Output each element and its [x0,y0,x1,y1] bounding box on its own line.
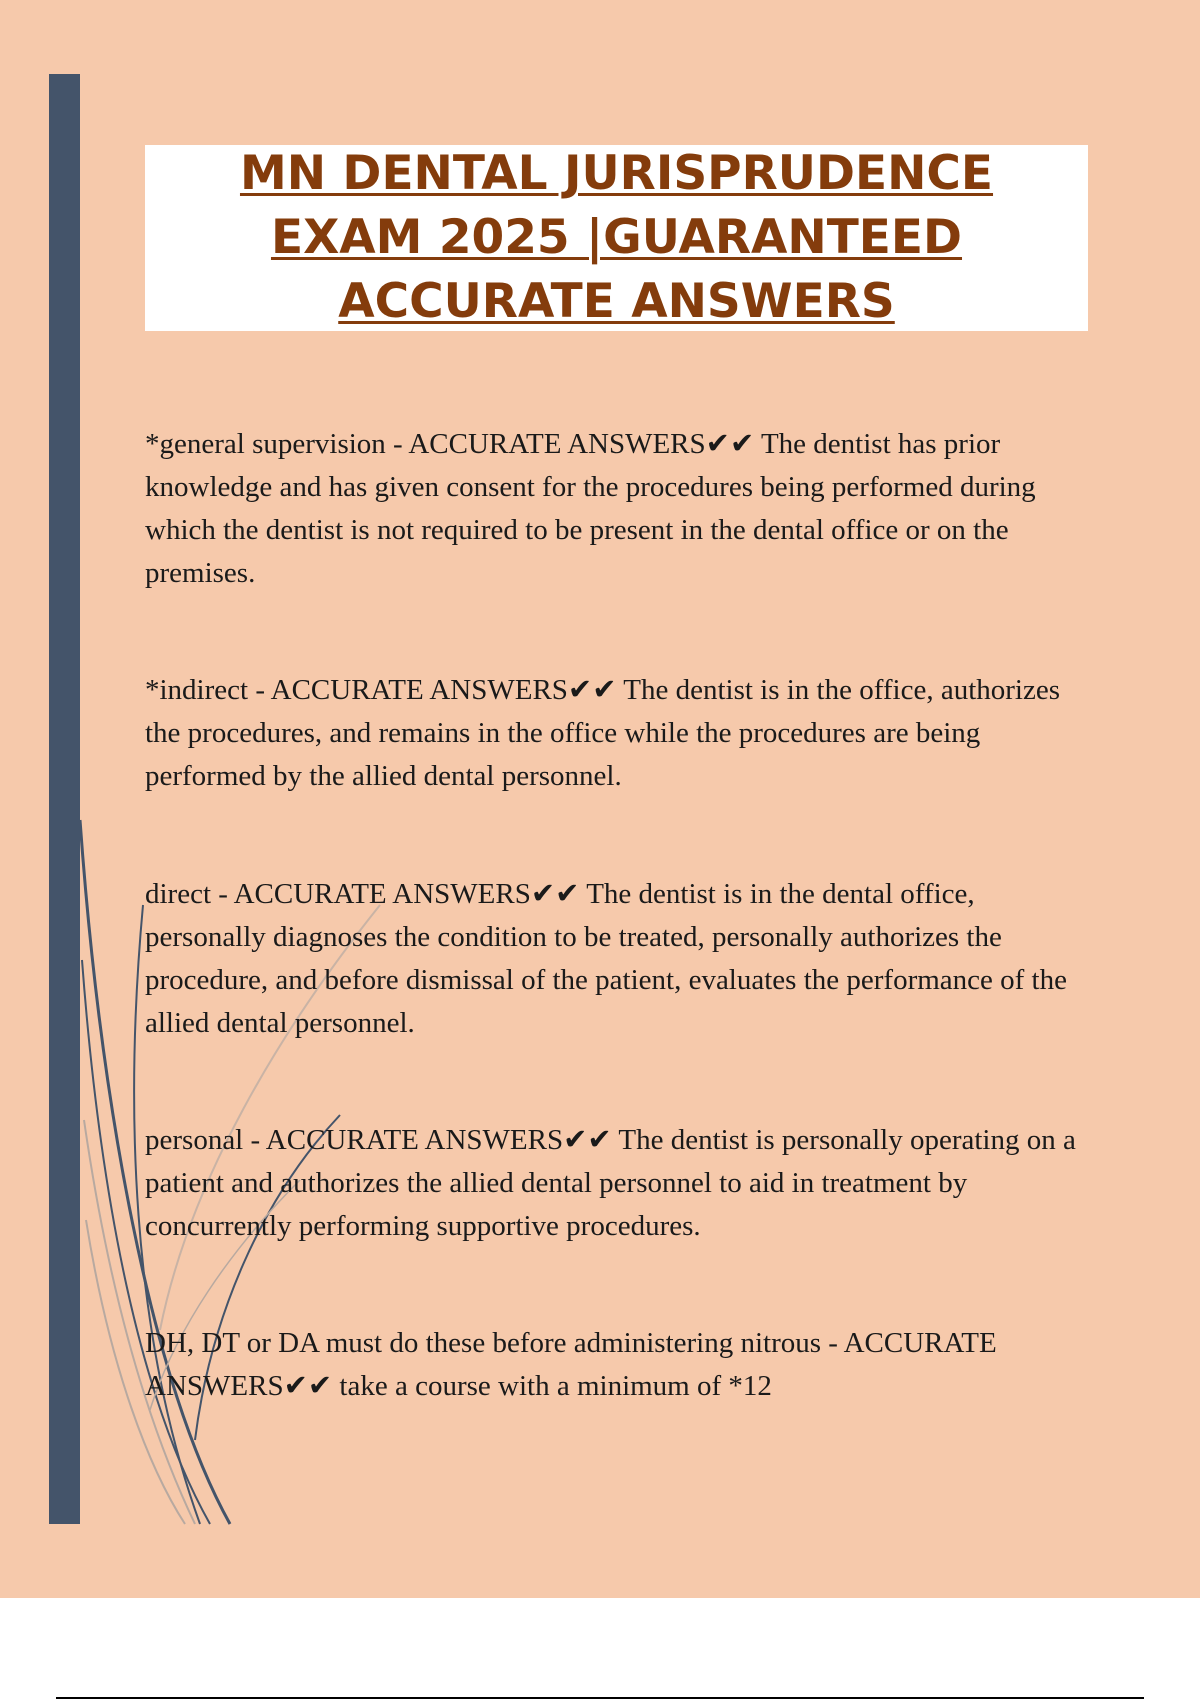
qa-entry-personal: personal - ACCURATE ANSWERS✔✔ The dentist is personally operating on a patient and authorizes the allied dental personnel to aid in treatment by concurrently performing supportive procedures. [145,1124,1076,1242]
title-line: ACCURATE ANSWERS [338,274,895,329]
qa-entry-nitrous: DH, DT or DA must do these before administering nitrous - ACCURATE ANSWERS✔✔ take a course with a minimum of *12 [145,1327,997,1402]
title-line: MN DENTAL JURISPRUDENCE [239,146,994,201]
title-box [145,145,1088,331]
qa-entry-general-supervision: *general supervision - ACCURATE ANSWERS✔✔ The dentist has prior knowledge and has given consent for the procedures being performed during which the dentist is not required to be present in the dental office or on the premises. [145,428,1036,589]
document-title [240,142,993,334]
footer-divider [56,1697,1144,1699]
decorative-side-bar [49,74,80,1524]
title-line: EXAM 2025 |GUARANTEED [270,210,963,265]
qa-entry-direct: direct - ACCURATE ANSWERS✔✔ The dentist is in the dental office, personally diagnoses the condition to be treated, personally authorizes the procedure, and before dismissal of the patient, evaluates the performance of the allied dental personnel. [145,878,1067,1039]
qa-entry-indirect: *indirect - ACCURATE ANSWERS✔✔ The dentist is in the office, authorizes the procedures, and remains in the office while the procedures are being performed by the allied dental personnel. [145,674,1061,792]
